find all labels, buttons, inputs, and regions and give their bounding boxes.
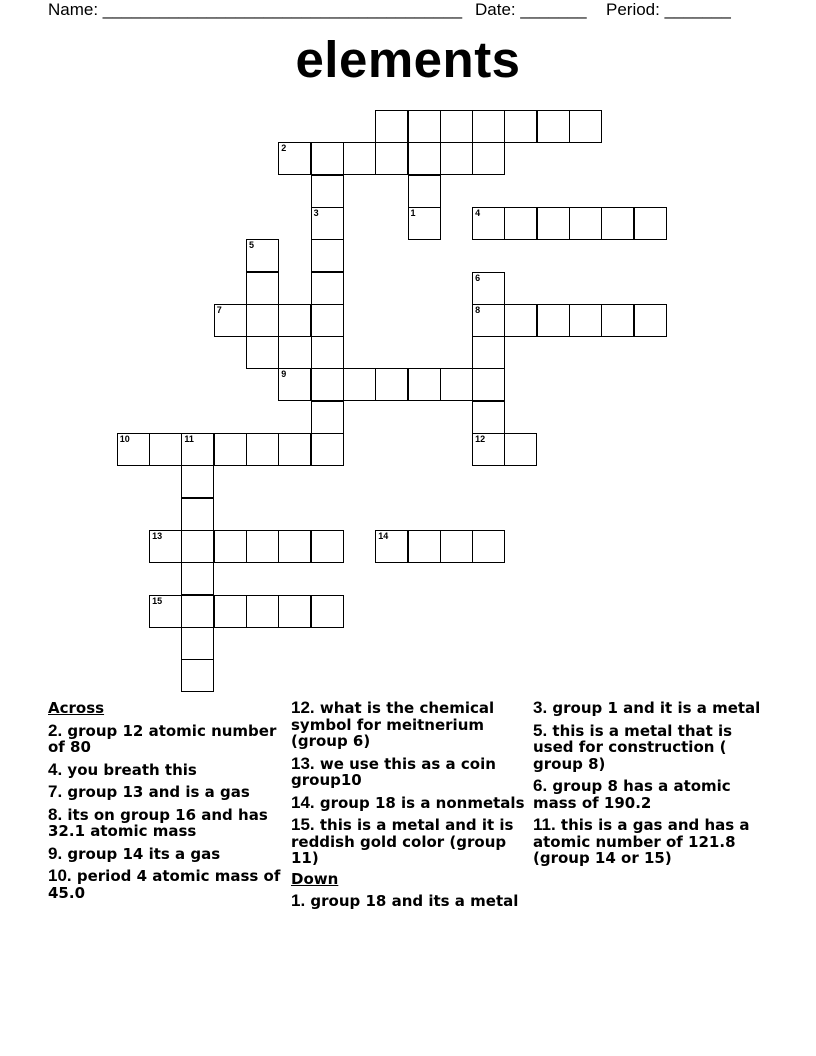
grid-cell[interactable] bbox=[214, 595, 247, 628]
clue-item-number: 2. bbox=[48, 720, 63, 740]
grid-cell[interactable] bbox=[634, 304, 667, 337]
grid-cell[interactable] bbox=[472, 142, 505, 175]
across-clue-list bbox=[48, 720, 284, 902]
clue-item-number: 12. bbox=[291, 698, 315, 717]
grid-cell[interactable] bbox=[181, 595, 214, 628]
clue-item bbox=[48, 720, 284, 756]
clue-item-number: 11. bbox=[533, 815, 556, 834]
clue-item bbox=[48, 868, 284, 901]
clue-item-number: 15. bbox=[291, 815, 315, 834]
clue-item bbox=[291, 700, 527, 750]
grid-cell[interactable] bbox=[214, 433, 247, 466]
date-field-label[interactable]: Date: _______ bbox=[475, 0, 587, 19]
grid-cell[interactable] bbox=[246, 272, 279, 305]
grid-cell[interactable] bbox=[408, 368, 441, 401]
grid-cell[interactable] bbox=[311, 530, 344, 563]
grid-cell[interactable] bbox=[278, 530, 311, 563]
grid-cell[interactable] bbox=[311, 595, 344, 628]
grid-cell[interactable] bbox=[117, 433, 150, 466]
grid-cell[interactable] bbox=[311, 433, 344, 466]
clue-item-number: 10. bbox=[48, 866, 72, 885]
grid-cell[interactable] bbox=[181, 433, 214, 466]
grid-cell[interactable] bbox=[375, 368, 408, 401]
grid-cell[interactable] bbox=[408, 530, 441, 563]
grid-cell[interactable] bbox=[472, 530, 505, 563]
grid-cell[interactable] bbox=[569, 304, 602, 337]
clue-item-text: this is a metal and it is reddish gold color (group 11) bbox=[291, 816, 514, 867]
grid-cell[interactable] bbox=[149, 530, 182, 563]
grid-cell[interactable] bbox=[408, 110, 441, 143]
grid-cell[interactable] bbox=[537, 207, 570, 240]
clue-item bbox=[291, 893, 527, 910]
clue-number: 4 bbox=[475, 207, 481, 218]
grid-cell[interactable] bbox=[278, 368, 311, 401]
clue-item-number: 6. bbox=[533, 776, 548, 795]
clue-item bbox=[48, 843, 284, 863]
grid-cell[interactable] bbox=[537, 110, 570, 143]
grid-cell[interactable] bbox=[343, 142, 376, 175]
grid-cell[interactable] bbox=[181, 465, 214, 498]
grid-cell[interactable] bbox=[472, 368, 505, 401]
grid-cell[interactable] bbox=[472, 207, 505, 240]
clue-number: 13 bbox=[152, 530, 163, 541]
clue-number: 6 bbox=[475, 272, 481, 283]
grid-cell[interactable] bbox=[408, 142, 441, 175]
grid-cell[interactable] bbox=[311, 207, 344, 240]
grid-cell[interactable] bbox=[472, 336, 505, 369]
grid-cell[interactable] bbox=[246, 433, 279, 466]
grid-cell[interactable] bbox=[375, 142, 408, 175]
grid-cell[interactable] bbox=[408, 175, 441, 208]
across-clue-list-continued bbox=[291, 700, 527, 867]
clue-item-text: what is the chemical symbol for meitnerium (group 6) bbox=[291, 699, 495, 750]
grid-cell[interactable] bbox=[181, 659, 214, 692]
down-clue-list-continued bbox=[533, 700, 769, 867]
puzzle-title: elements bbox=[295, 31, 521, 88]
grid-cell[interactable] bbox=[343, 368, 376, 401]
clue-number: 10 bbox=[119, 434, 130, 444]
clue-item-number: 9. bbox=[48, 843, 63, 863]
clue-item-text: group 14 its a gas bbox=[62, 844, 221, 863]
clues-column-2 bbox=[291, 700, 527, 916]
grid-cell[interactable] bbox=[311, 175, 344, 208]
grid-cell[interactable] bbox=[537, 304, 570, 337]
clue-item bbox=[291, 792, 527, 812]
grid-cell[interactable] bbox=[246, 304, 279, 337]
clue-item-number: 14. bbox=[291, 792, 315, 812]
clue-item bbox=[533, 817, 769, 867]
grid-cell[interactable] bbox=[408, 207, 441, 240]
grid-cell[interactable] bbox=[246, 239, 279, 272]
grid-cell[interactable] bbox=[504, 207, 537, 240]
down-clue-list bbox=[291, 893, 527, 910]
grid-cell[interactable] bbox=[504, 433, 537, 466]
clue-item-text: group 18 and its a metal bbox=[305, 892, 519, 910]
clue-item bbox=[533, 700, 769, 717]
clues-column-1 bbox=[48, 700, 284, 907]
down-heading: Down bbox=[291, 869, 339, 888]
grid-cell[interactable] bbox=[634, 207, 667, 240]
clue-item-text: group 8 has a atomic mass of 190.2 bbox=[533, 777, 731, 812]
grid-cell[interactable] bbox=[440, 530, 473, 563]
clue-item-number: 8. bbox=[48, 804, 63, 824]
clue-item-text: you breath this bbox=[62, 760, 197, 779]
grid-cell[interactable] bbox=[504, 304, 537, 337]
clue-item-text: this is a gas and has a atomic number of 121.8 (group 14 or 15) bbox=[533, 816, 750, 867]
grid-cell[interactable] bbox=[472, 401, 505, 434]
clue-number: 8 bbox=[475, 304, 481, 315]
grid-cell[interactable] bbox=[246, 595, 279, 628]
clue-number: 14 bbox=[378, 530, 389, 541]
grid-cell[interactable] bbox=[375, 110, 408, 143]
grid-cell[interactable] bbox=[311, 336, 344, 369]
period-field-label[interactable]: Period: _______ bbox=[606, 0, 731, 19]
grid-cell[interactable] bbox=[214, 304, 247, 337]
clue-item bbox=[291, 817, 527, 867]
clue-item-text: group 12 atomic number of 80 bbox=[48, 721, 277, 756]
grid-cell[interactable] bbox=[472, 272, 505, 305]
clue-number: 5 bbox=[249, 240, 255, 251]
clue-item-text: this is a metal that is used for construction ( group 8) bbox=[533, 721, 733, 773]
clue-item-text: we use this as a coin group10 bbox=[291, 754, 496, 789]
clue-item-text: group 1 and it is a metal bbox=[547, 699, 761, 717]
grid-cell[interactable] bbox=[246, 336, 279, 369]
clue-item-number: 5. bbox=[533, 720, 548, 740]
grid-cell[interactable] bbox=[601, 207, 634, 240]
clue-number: 1 bbox=[410, 207, 416, 218]
grid-cell[interactable] bbox=[311, 368, 344, 401]
clues-column-3 bbox=[533, 700, 769, 873]
clue-item bbox=[533, 778, 769, 811]
grid-cell[interactable] bbox=[214, 530, 247, 563]
grid-cell[interactable] bbox=[149, 595, 182, 628]
clue-item-text: group 13 and is a gas bbox=[62, 783, 250, 801]
grid-cell[interactable] bbox=[181, 530, 214, 563]
clue-number: 9 bbox=[281, 369, 287, 380]
grid-cell[interactable] bbox=[440, 110, 473, 143]
grid-cell[interactable] bbox=[311, 304, 344, 337]
grid-cell[interactable] bbox=[149, 433, 182, 466]
across-heading: Across bbox=[48, 699, 105, 717]
grid-cell[interactable] bbox=[181, 562, 214, 595]
clue-number: 15 bbox=[152, 595, 163, 606]
clue-number: 7 bbox=[216, 304, 222, 315]
clue-item-number: 7. bbox=[48, 782, 63, 801]
grid-cell[interactable] bbox=[311, 401, 344, 434]
clue-item bbox=[48, 759, 284, 779]
grid-cell[interactable] bbox=[278, 595, 311, 628]
clue-number: 12 bbox=[475, 434, 486, 444]
clue-number: 2 bbox=[281, 143, 287, 154]
clue-item bbox=[533, 720, 769, 773]
clue-number: 11 bbox=[184, 434, 194, 444]
grid-cell[interactable] bbox=[181, 498, 214, 531]
clue-item-text: its on group 16 and has 32.1 atomic mass bbox=[48, 805, 268, 840]
grid-cell[interactable] bbox=[375, 530, 408, 563]
clue-item bbox=[48, 804, 284, 840]
clue-item-number: 1. bbox=[291, 891, 306, 910]
grid-cell[interactable] bbox=[311, 272, 344, 305]
grid-cell[interactable] bbox=[278, 433, 311, 466]
clue-item bbox=[291, 753, 527, 789]
grid-cell[interactable] bbox=[246, 530, 279, 563]
clue-number: 3 bbox=[313, 207, 319, 218]
clue-item-number: 13. bbox=[291, 753, 315, 773]
grid-cell[interactable] bbox=[472, 110, 505, 143]
clue-item-text: period 4 atomic mass of 45.0 bbox=[48, 867, 281, 902]
clue-item-number: 3. bbox=[533, 698, 548, 717]
grid-cell[interactable] bbox=[181, 627, 214, 660]
clue-item-number: 4. bbox=[48, 759, 63, 779]
grid-cell[interactable] bbox=[472, 304, 505, 337]
clue-item bbox=[48, 784, 284, 801]
clue-item-text: group 18 is a nonmetals bbox=[314, 793, 525, 812]
grid-cell[interactable] bbox=[311, 239, 344, 272]
grid-cell[interactable] bbox=[440, 142, 473, 175]
grid-cell[interactable] bbox=[601, 304, 634, 337]
grid-cell[interactable] bbox=[569, 207, 602, 240]
grid-cell[interactable] bbox=[504, 110, 537, 143]
grid-cell[interactable] bbox=[569, 110, 602, 143]
grid-cell[interactable] bbox=[278, 142, 311, 175]
name-field-label[interactable]: Name: ______________________________________ bbox=[48, 0, 463, 19]
grid-cell[interactable] bbox=[440, 368, 473, 401]
grid-cell[interactable] bbox=[311, 142, 344, 175]
grid-cell[interactable] bbox=[278, 304, 311, 337]
grid-cell[interactable] bbox=[472, 433, 505, 466]
